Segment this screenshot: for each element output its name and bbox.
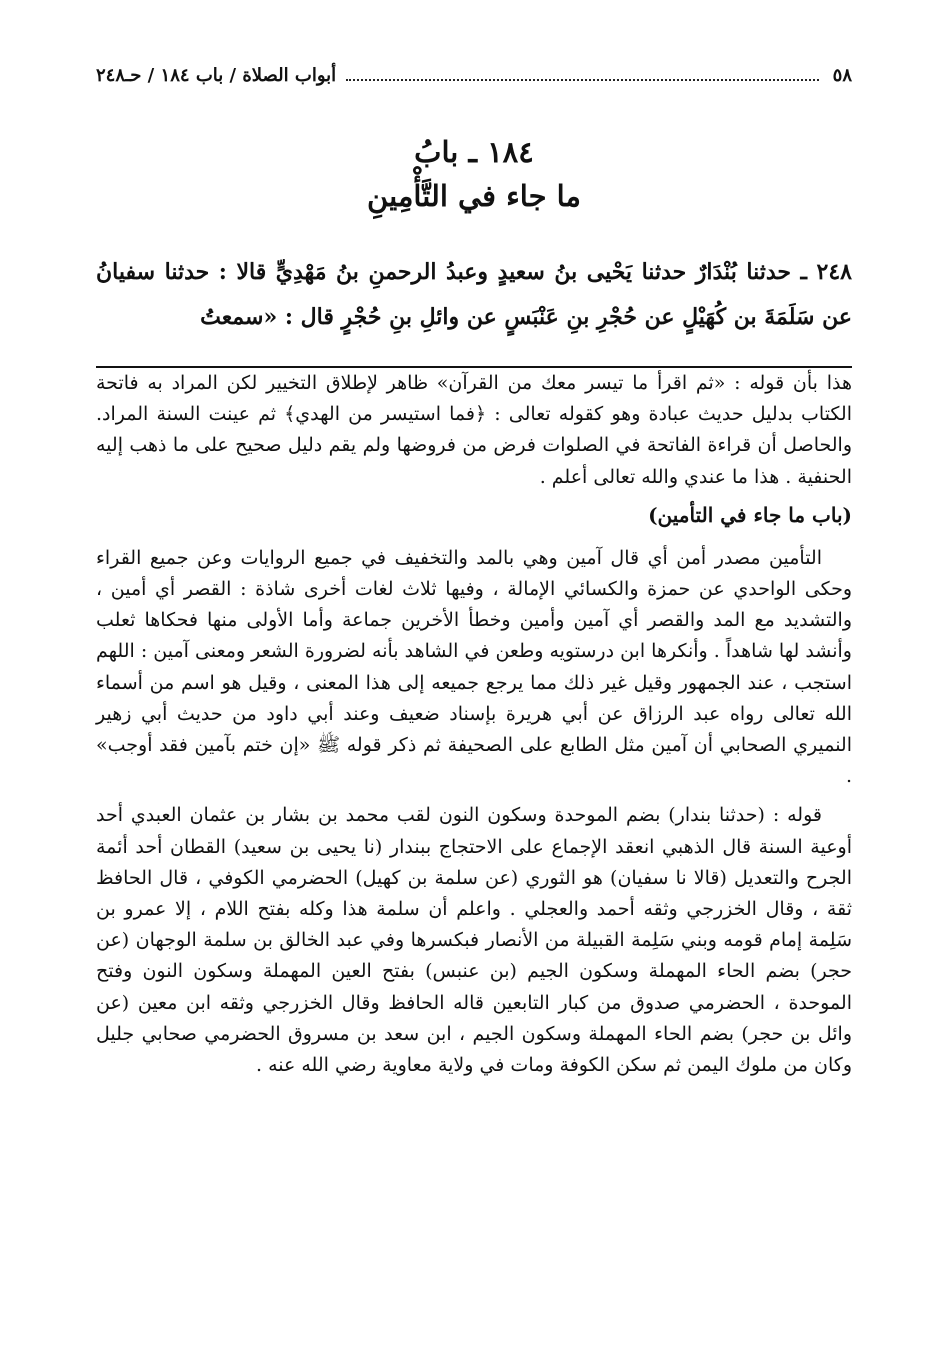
- commentary-paragraph-2: التأمين مصدر أمن أي قال آمين وهي بالمد والتخفيف في جميع الروايات وعن جميع القراء وحكى الواحدي عن حمزة والكسائي الإمالة ، وفيها ثلاث لغات أخرى شاذة : القصر أي أمين ، والتشديد مع المد والقصر أي آمين وأمين وخطأ الأخرين جماعة وأما الأولى منها فحكاها ثعلب وأنشد لها شاهداً . وأنكرها ابن درستويه وطعن في الشاهد بأنه لضرورة الشعر ومعنى آمين : اللهم استجب ، عند الجمهور وقيل غير ذلك مما يرجع جميعه إلى هذا المعنى ، وقيل هو اسم من أسماء الله تعالى رواه عبد الرزاق عن أبي هريرة بإسناد ضعيف وعند أبي داود من حديث أبي زهير النميري الصحابي أن آمين مثل الطابع على الصحيفة ثم ذكر قوله ﷺ «إن ختم بآمين فقد أوجب» .: [96, 546, 852, 788]
- header-dotted-leader: [346, 69, 819, 81]
- commentary-subheading: (باب ما جاء في التأمين): [648, 502, 852, 527]
- commentary-paragraph-1: هذا بأن قوله : «ثم اقرأ ما تيسر معك من القرآن» ظاهر لإطلاق التخيير لكن المراد به فاتحة الكتاب بدليل حديث عبادة وهو كقوله تعالى : ﴿فما استيسر من الهدي﴾ ثم عينت السنة المراد. والحاصل أن قراءة الفاتحة في الصلوات فرض من فروضها ولم يقم دليل صحيح على ما ذهب إليه الحنفية . هذا ما عندي والله تعالى أعلم .: [96, 372, 852, 488]
- hadith-text: ٢٤٨ ـ حدثنا بُنْدَارٌ حدثنا يَحْيى بنُ سعيدٍ وعبدُ الرحمنِ بنُ مَهْدِيٍّ قالا : حدثنا سفيانُ عن سَلَمَةَ بن كُهَيْلٍ عن حُجْرِ بنِ عَنْبَسٍ عن وائلِ بنِ حُجْرٍ قال : «سمعتُ: [96, 259, 852, 330]
- running-title: أبواب الصلاة / باب ١٨٤ / حـ٢٤٨: [96, 64, 337, 86]
- book-page: [96, 58, 852, 1081]
- commentary: [96, 368, 852, 1081]
- commentary-paragraph-3: قوله : (حدثنا بندار) بضم الموحدة وسكون النون لقب محمد بن بشار بن عثمان العبدي أحد أوعية السنة قال الذهبي انعقد الإجماع على الاحتجاج ببندار (نا يحيى بن سعيد) القطان أحد أئمة الجرح والتعديل (قالا نا سفيان) هو الثوري (عن سلمة بن كهيل) الحضرمي الكوفي ، قال الحافظ ثقة ، وقال الخزرجي وثقه أحمد والعجلي . واعلم أن سلمة هذا وكله بفتح اللام ، إلا عمرو بن سَلِمة إمام قومه وبني سَلِمة القبيلة من الأنصار فبكسرها وفي عبد الخالق بن سلمة الوجهان (عن حجر) بضم الحاء المهملة وسكون الجيم (بن عنبس) بفتح العين المهملة وسكون النون وفتح الموحدة ، الحضرمي صدوق من كبار التابعين قاله الحافظ وقال الخزرجي وثقه ابن معين (عن وائل بن حجر) بضم الحاء المهملة وسكون الجيم ، ابن سعد بن مسروق الحضرمي صحابي جليل وكان من ملوك اليمن ثم سكن الكوفة ومات في ولاية معاوية رضي الله عنه .: [96, 804, 852, 1077]
- chapter-title: ما جاء في التَّأْمِينِ: [367, 179, 581, 213]
- page-header: [96, 58, 852, 92]
- chapter-number: ١٨٤ ـ بابُ: [414, 135, 534, 169]
- page-number: ٥٨: [832, 64, 852, 86]
